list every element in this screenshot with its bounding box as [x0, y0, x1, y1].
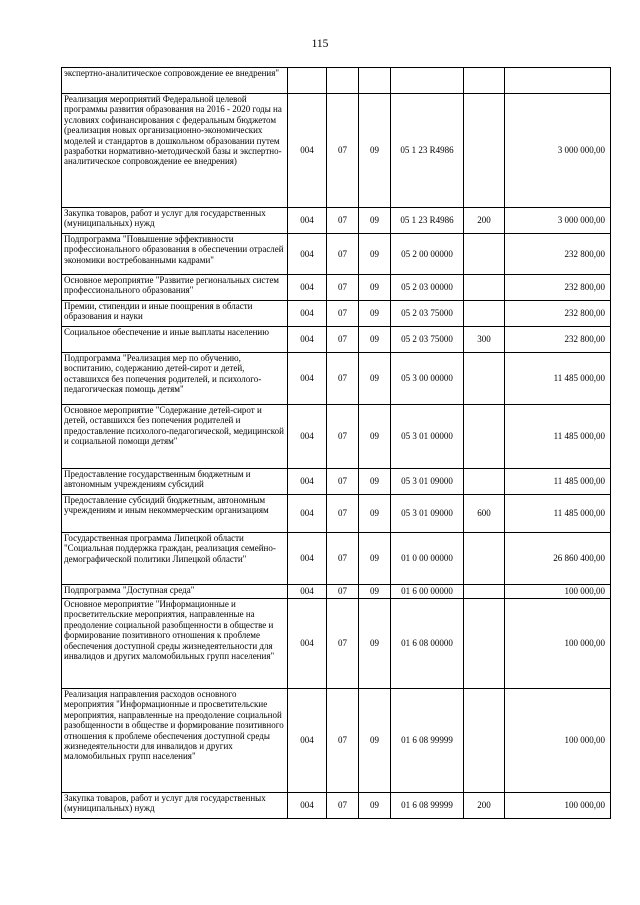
row-subsection-code: 09 — [359, 495, 391, 533]
row-amount: 26 860 400,00 — [505, 533, 611, 585]
row-admin-code: 004 — [288, 585, 327, 599]
row-admin-code: 004 — [288, 301, 327, 327]
row-amount: 100 000,00 — [505, 689, 611, 793]
row-expense-type: 200 — [464, 793, 505, 819]
row-section-code: 07 — [327, 301, 359, 327]
row-target-code: 01 6 08 99999 — [391, 689, 464, 793]
row-section-code — [327, 68, 359, 94]
row-expense-type — [464, 234, 505, 275]
row-name: Основное мероприятие "Содержание детей-сирот и детей, оставшихся без попечения родителей и предоставление психолого-педагогической, медицинской и социальной помощи детям" — [62, 405, 288, 469]
table-row — [62, 327, 611, 353]
table-row — [62, 495, 611, 533]
row-name: Основное мероприятие "Развитие региональных систем профессионального образования" — [62, 275, 288, 301]
row-target-code: 05 1 23 R4986 — [391, 94, 464, 208]
row-expense-type — [464, 599, 505, 689]
row-name: Подпрограмма "Повышение эффективности профессионального образования в обеспечении отраслей экономики востребованными кадрами" — [62, 234, 288, 275]
row-expense-type — [464, 94, 505, 208]
table-row — [62, 533, 611, 585]
row-name: Предоставление субсидий бюджетным, автономным учреждениям и иным некоммерческим организациям — [62, 495, 288, 533]
row-section-code: 07 — [327, 275, 359, 301]
row-subsection-code: 09 — [359, 405, 391, 469]
row-expense-type — [464, 533, 505, 585]
row-section-code: 07 — [327, 234, 359, 275]
row-section-code: 07 — [327, 208, 359, 234]
row-subsection-code: 09 — [359, 94, 391, 208]
row-amount: 11 485 000,00 — [505, 405, 611, 469]
row-expense-type — [464, 275, 505, 301]
row-subsection-code: 09 — [359, 275, 391, 301]
row-name: Основное мероприятие "Информационные и просветительские мероприятия, направленные на преодоление социальной разобщенности в обществе и формирование позитивного отношения к проблеме обеспечения доступной среды жизнедеятельности для инвалидов и других маломобильных групп населения" — [62, 599, 288, 689]
row-subsection-code: 09 — [359, 793, 391, 819]
row-target-code: 05 1 23 R4986 — [391, 208, 464, 234]
row-amount: 11 485 000,00 — [505, 469, 611, 495]
row-target-code: 01 0 00 00000 — [391, 533, 464, 585]
table-row — [62, 301, 611, 327]
table-row — [62, 353, 611, 405]
row-admin-code: 004 — [288, 599, 327, 689]
row-name: Социальное обеспечение и иные выплаты населению — [62, 327, 288, 353]
page-number: 115 — [311, 38, 329, 50]
row-name: Закупка товаров, работ и услуг для государственных (муниципальных) нужд — [62, 793, 288, 819]
row-admin-code: 004 — [288, 275, 327, 301]
row-target-code: 05 3 01 09000 — [391, 469, 464, 495]
row-expense-type — [464, 353, 505, 405]
table-row — [62, 469, 611, 495]
row-expense-type — [464, 405, 505, 469]
row-section-code: 07 — [327, 689, 359, 793]
row-expense-type — [464, 301, 505, 327]
row-admin-code: 004 — [288, 793, 327, 819]
row-section-code: 07 — [327, 793, 359, 819]
table-row — [62, 68, 611, 94]
row-admin-code: 004 — [288, 533, 327, 585]
row-expense-type — [464, 689, 505, 793]
row-target-code: 05 3 00 00000 — [391, 353, 464, 405]
row-amount: 3 000 000,00 — [505, 94, 611, 208]
row-amount: 3 000 000,00 — [505, 208, 611, 234]
row-section-code: 07 — [327, 599, 359, 689]
row-amount: 100 000,00 — [505, 585, 611, 599]
table-row — [62, 689, 611, 793]
table-row — [62, 405, 611, 469]
row-target-code — [391, 68, 464, 94]
row-expense-type — [464, 585, 505, 599]
row-section-code: 07 — [327, 353, 359, 405]
row-section-code: 07 — [327, 405, 359, 469]
row-subsection-code: 09 — [359, 533, 391, 585]
row-name: Подпрограмма "Реализация мер по обучению, воспитанию, содержанию детей-сирот и детей, оставшихся без попечения родителей, и психолого-педагогическая помощь детям" — [62, 353, 288, 405]
budget-table-body — [62, 68, 611, 819]
table-row — [62, 234, 611, 275]
row-amount: 11 485 000,00 — [505, 495, 611, 533]
row-subsection-code: 09 — [359, 353, 391, 405]
row-amount: 232 800,00 — [505, 234, 611, 275]
table-row — [62, 275, 611, 301]
row-target-code: 05 3 01 00000 — [391, 405, 464, 469]
row-subsection-code: 09 — [359, 469, 391, 495]
row-target-code: 01 6 08 00000 — [391, 599, 464, 689]
row-name: Предоставление государственным бюджетным и автономным учреждениям субсидий — [62, 469, 288, 495]
row-expense-type — [464, 68, 505, 94]
row-subsection-code: 09 — [359, 599, 391, 689]
row-subsection-code — [359, 68, 391, 94]
row-admin-code: 004 — [288, 353, 327, 405]
row-name: Премии, стипендии и иные поощрения в области образования и науки — [62, 301, 288, 327]
row-expense-type — [464, 469, 505, 495]
row-expense-type: 600 — [464, 495, 505, 533]
table-row — [62, 793, 611, 819]
row-admin-code: 004 — [288, 689, 327, 793]
row-admin-code: 004 — [288, 469, 327, 495]
row-target-code: 01 6 00 00000 — [391, 585, 464, 599]
row-subsection-code: 09 — [359, 689, 391, 793]
row-expense-type: 300 — [464, 327, 505, 353]
row-subsection-code: 09 — [359, 234, 391, 275]
row-amount: 232 800,00 — [505, 327, 611, 353]
row-section-code: 07 — [327, 469, 359, 495]
row-amount: 11 485 000,00 — [505, 353, 611, 405]
row-expense-type: 200 — [464, 208, 505, 234]
row-amount: 100 000,00 — [505, 599, 611, 689]
table-row — [62, 208, 611, 234]
row-subsection-code: 09 — [359, 585, 391, 599]
row-target-code: 05 3 01 09000 — [391, 495, 464, 533]
row-target-code: 01 6 08 99999 — [391, 793, 464, 819]
row-name: Закупка товаров, работ и услуг для государственных (муниципальных) нужд — [62, 208, 288, 234]
row-target-code: 05 2 03 75000 — [391, 301, 464, 327]
row-amount — [505, 68, 611, 94]
row-admin-code: 004 — [288, 234, 327, 275]
row-subsection-code: 09 — [359, 301, 391, 327]
row-amount: 232 800,00 — [505, 301, 611, 327]
row-name: Реализация направления расходов основного мероприятия "Информационные и просветительские мероприятия, направленные на преодоление социальной разобщенности в обществе и формирование позитивного отношения к проблеме обеспечения доступной среды жизнедеятельности для инвалидов и других маломобильных групп населения" — [62, 689, 288, 793]
row-admin-code: 004 — [288, 94, 327, 208]
row-section-code: 07 — [327, 585, 359, 599]
row-admin-code: 004 — [288, 495, 327, 533]
row-section-code: 07 — [327, 94, 359, 208]
row-subsection-code: 09 — [359, 327, 391, 353]
budget-table — [61, 67, 611, 819]
row-target-code: 05 2 00 00000 — [391, 234, 464, 275]
row-amount: 232 800,00 — [505, 275, 611, 301]
table-row — [62, 599, 611, 689]
table-row — [62, 585, 611, 599]
row-admin-code: 004 — [288, 405, 327, 469]
row-subsection-code: 09 — [359, 208, 391, 234]
row-amount: 100 000,00 — [505, 793, 611, 819]
row-admin-code — [288, 68, 327, 94]
row-name: Подпрограмма "Доступная среда" — [62, 585, 288, 599]
row-name: Государственная программа Липецкой области "Социальная поддержка граждан, реализация семейно-демографической политики Липецкой области" — [62, 533, 288, 585]
row-section-code: 07 — [327, 327, 359, 353]
row-target-code: 05 2 03 75000 — [391, 327, 464, 353]
row-name: экспертно-аналитическое сопровождение ее внедрения" — [62, 68, 288, 94]
row-section-code: 07 — [327, 495, 359, 533]
row-section-code: 07 — [327, 533, 359, 585]
row-name: Реализация мероприятий Федеральной целевой программы развития образования на 2016 - 2020 годы на условиях софинансирования с федеральным бюджетом (реализация новых организационно-экономических моделей и стандартов в дошкольном образовании путем разработки нормативно-методической базы и экспертно-аналитическое сопровождение ее внедрения) — [62, 94, 288, 208]
row-target-code: 05 2 03 00000 — [391, 275, 464, 301]
row-admin-code: 004 — [288, 208, 327, 234]
row-admin-code: 004 — [288, 327, 327, 353]
table-row — [62, 94, 611, 208]
